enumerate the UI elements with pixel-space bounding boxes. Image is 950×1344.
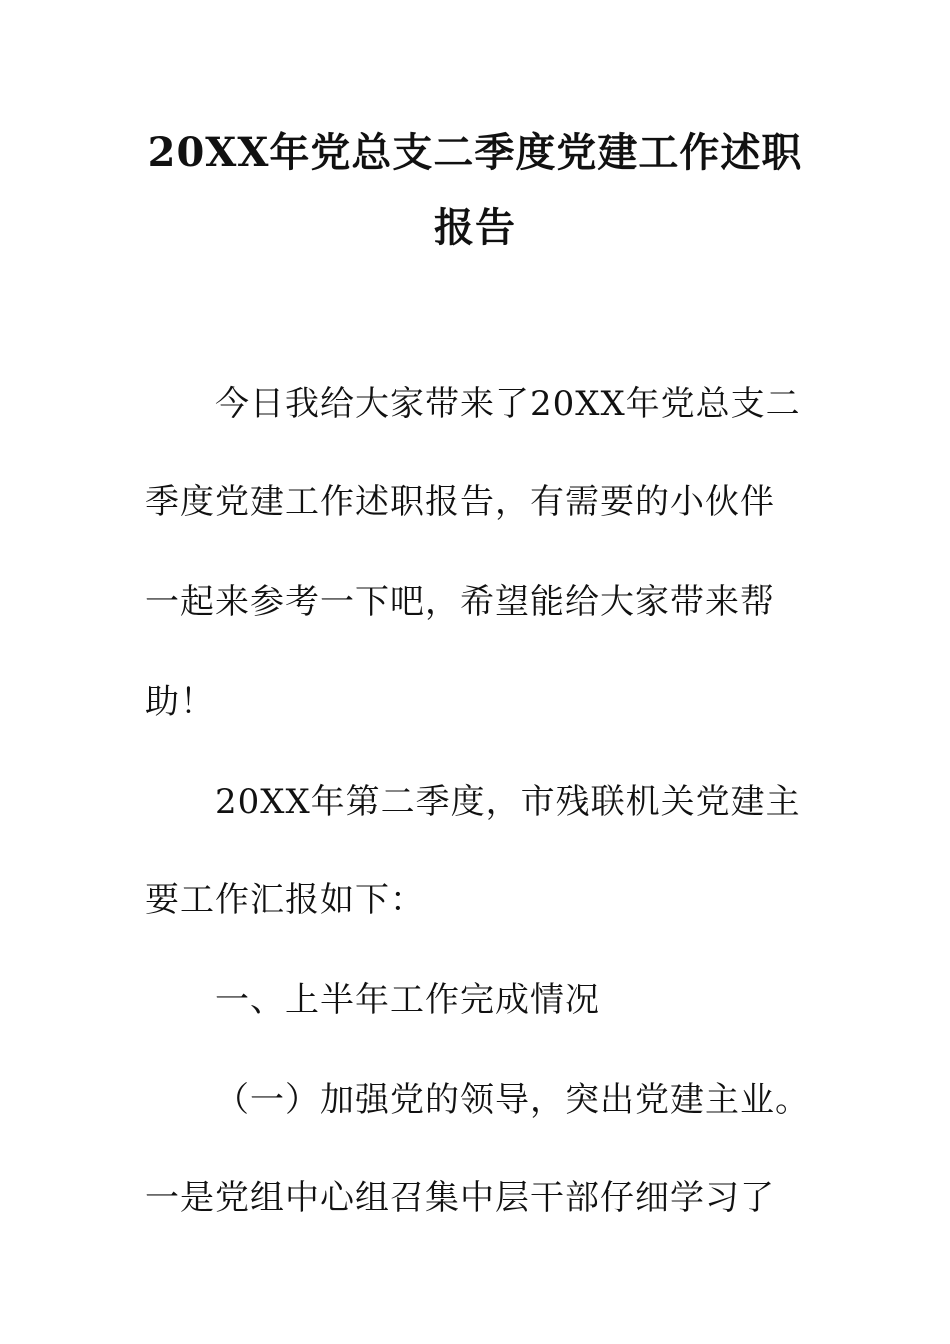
body-line-3: 一起来参考一下吧，希望能给大家带来帮 — [145, 582, 775, 622]
body-line-5: 20XX年第二季度，市残联机关党建主 — [215, 782, 801, 822]
body-line-9: 一是党组中心组召集中层干部仔细学习了 — [145, 1178, 775, 1218]
subsection-heading: （一）加强党的领导，突出党建主业。 — [215, 1080, 810, 1120]
document-title-line-1: 20XX年党总支二季度党建工作述职 — [147, 129, 803, 176]
body-line-4: 助！ — [145, 682, 215, 722]
body-line-6: 要工作汇报如下： — [145, 880, 425, 920]
document-title-line-2: 报告 — [434, 204, 516, 251]
body-line-1: 今日我给大家带来了20XX年党总支二 — [215, 384, 801, 424]
body-line-2: 季度党建工作述职报告，有需要的小伙伴 — [145, 482, 775, 522]
section-heading: 一、上半年工作完成情况 — [215, 980, 600, 1020]
